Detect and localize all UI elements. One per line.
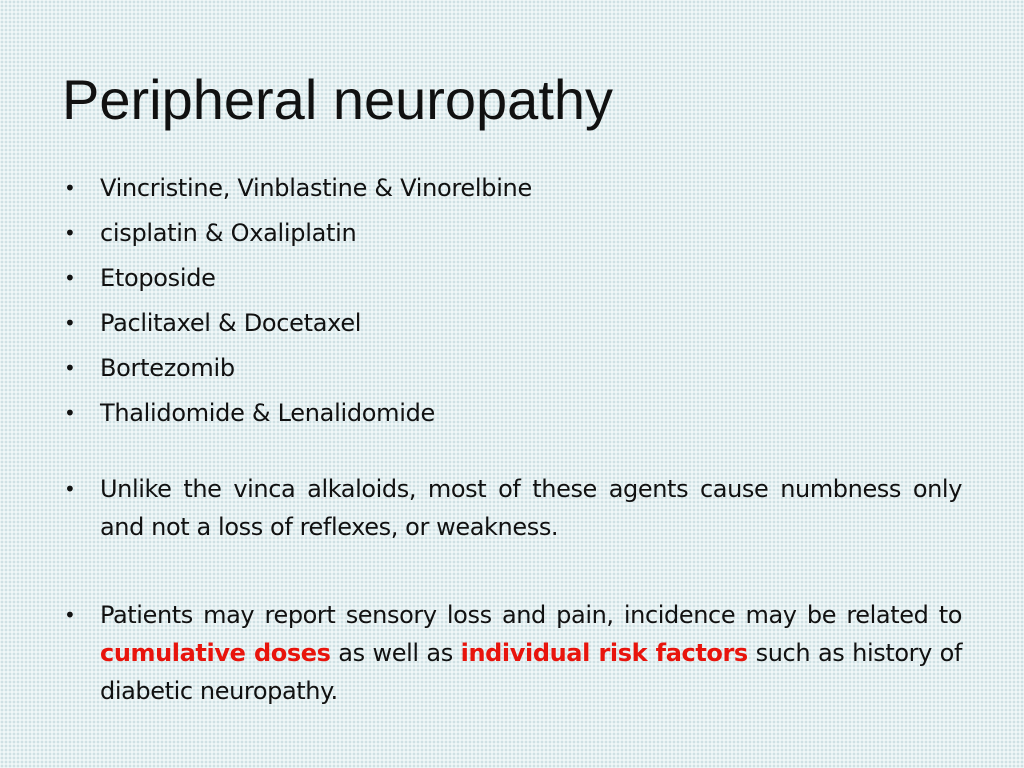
slide-title: Peripheral neuropathy (62, 68, 614, 131)
note-vinca-alkaloids (62, 470, 962, 546)
note-text-part-1: Patients may report sensory loss and pain, incidence may be related to (100, 601, 962, 629)
note-text-part-3: such as history of diabetic neuropathy. (100, 639, 963, 705)
list-item (62, 211, 962, 256)
drug-list (62, 166, 962, 436)
list-item (62, 346, 962, 391)
bullet-icon: • (64, 266, 76, 290)
bullet-icon: • (64, 603, 76, 627)
drug-name: Etoposide (100, 264, 216, 292)
drug-name: Bortezomib (100, 354, 235, 382)
bullet-icon: • (64, 221, 76, 245)
list-item (62, 166, 962, 211)
highlight-cumulative-doses: cumulative doses (100, 639, 331, 667)
note-risk-factors (62, 596, 962, 710)
bullet-icon: • (64, 356, 76, 380)
note-text: Unlike the vinca alkaloids, most of these agents cause numbness only and not a loss of reflexes, or weakness. (100, 475, 962, 541)
drug-name: Paclitaxel & Docetaxel (100, 309, 362, 337)
drug-name: Vincristine, Vinblastine & Vinorelbine (100, 174, 532, 202)
note-text-part-2: as well as (330, 639, 461, 667)
drug-name: cisplatin & Oxaliplatin (100, 219, 357, 247)
list-item (62, 256, 962, 301)
bullet-icon: • (64, 311, 76, 335)
bullet-icon: • (64, 176, 76, 200)
highlight-individual-risk-factors: individual risk factors (460, 639, 748, 667)
list-item (62, 301, 962, 346)
list-item (62, 391, 962, 436)
bullet-icon: • (64, 401, 76, 425)
slide-content (62, 166, 962, 710)
drug-name: Thalidomide & Lenalidomide (100, 399, 435, 427)
bullet-icon: • (64, 477, 76, 501)
